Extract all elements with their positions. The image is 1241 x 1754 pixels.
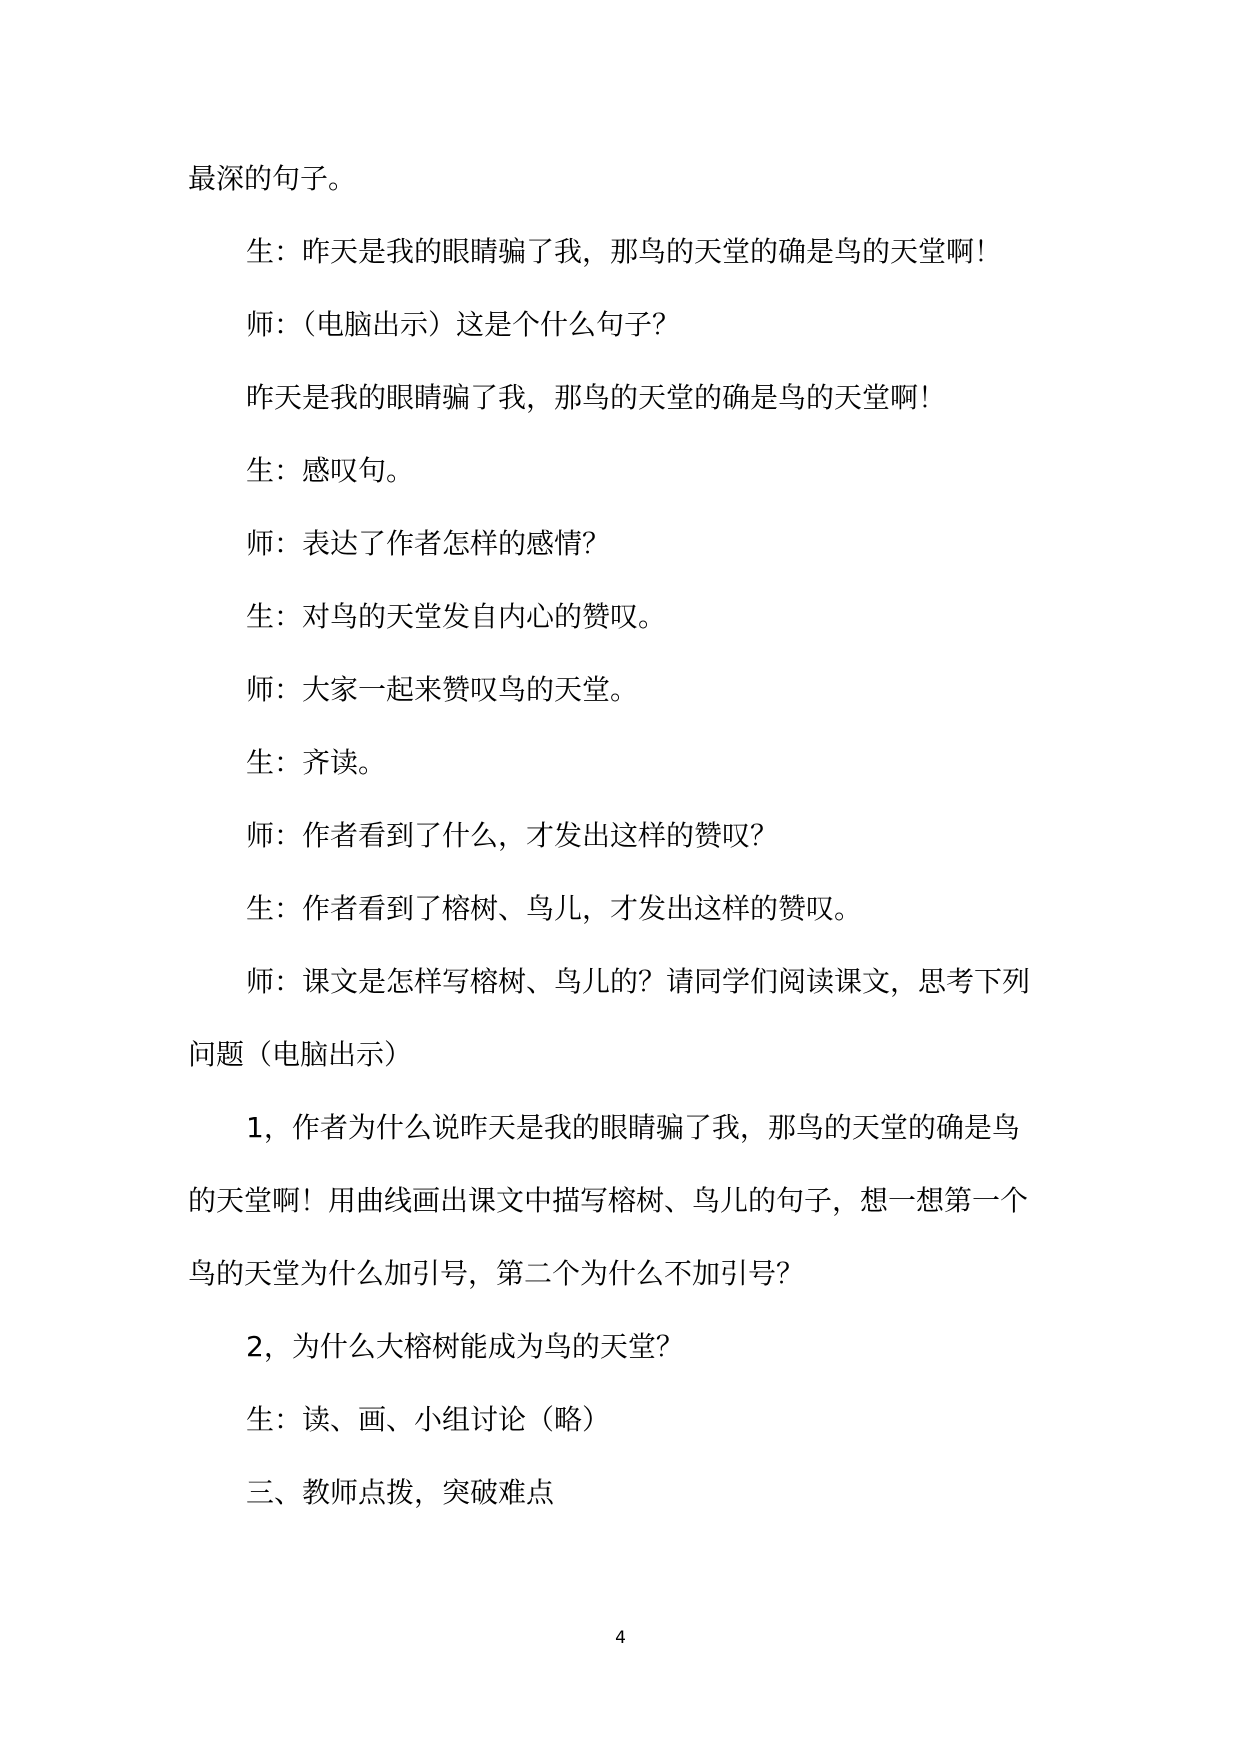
paragraph-line: 1，作者为什么说昨天是我的眼睛骗了我，那鸟的天堂的确是鸟 <box>246 1111 1020 1144</box>
paragraph-line: 师：大家一起来赞叹鸟的天堂。 <box>246 673 639 706</box>
paragraph-line: 三、教师点拨，突破难点 <box>246 1476 555 1509</box>
paragraph-line: 生：读、画、小组讨论（略） <box>246 1403 611 1436</box>
paragraph-line: 师：表达了作者怎样的感情？ <box>246 527 611 560</box>
page-number: 4 <box>615 1628 626 1648</box>
paragraph-line: 2，为什么大榕树能成为鸟的天堂？ <box>246 1330 684 1363</box>
body-text <box>188 142 1058 1529</box>
paragraph-line: 最深的句子。 <box>188 162 357 195</box>
paragraph-line: 生：对鸟的天堂发自内心的赞叹。 <box>246 600 667 633</box>
paragraph-line: 鸟的天堂为什么加引号，第二个为什么不加引号？ <box>188 1257 805 1290</box>
paragraph-line: 生：感叹句。 <box>246 454 415 487</box>
paragraph-line: 生：昨天是我的眼睛骗了我，那鸟的天堂的确是鸟的天堂啊！ <box>246 235 1003 268</box>
paragraph-line: 师：课文是怎样写榕树、鸟儿的？请同学们阅读课文，思考下列 <box>246 965 1031 998</box>
paragraph-line: 师：（电脑出示）这是个什么句子？ <box>246 308 681 341</box>
paragraph-line: 生：作者看到了榕树、鸟儿，才发出这样的赞叹。 <box>246 892 863 925</box>
paragraph-line: 师：作者看到了什么，才发出这样的赞叹？ <box>246 819 779 852</box>
paragraph-line: 的天堂啊！用曲线画出课文中描写榕树、鸟儿的句子，想一想第一个 <box>188 1184 1029 1217</box>
paragraph-line: 问题（电脑出示） <box>188 1038 413 1071</box>
paragraph-line: 生：齐读。 <box>246 746 387 779</box>
paragraph-line: 昨天是我的眼睛骗了我，那鸟的天堂的确是鸟的天堂啊！ <box>246 381 947 414</box>
